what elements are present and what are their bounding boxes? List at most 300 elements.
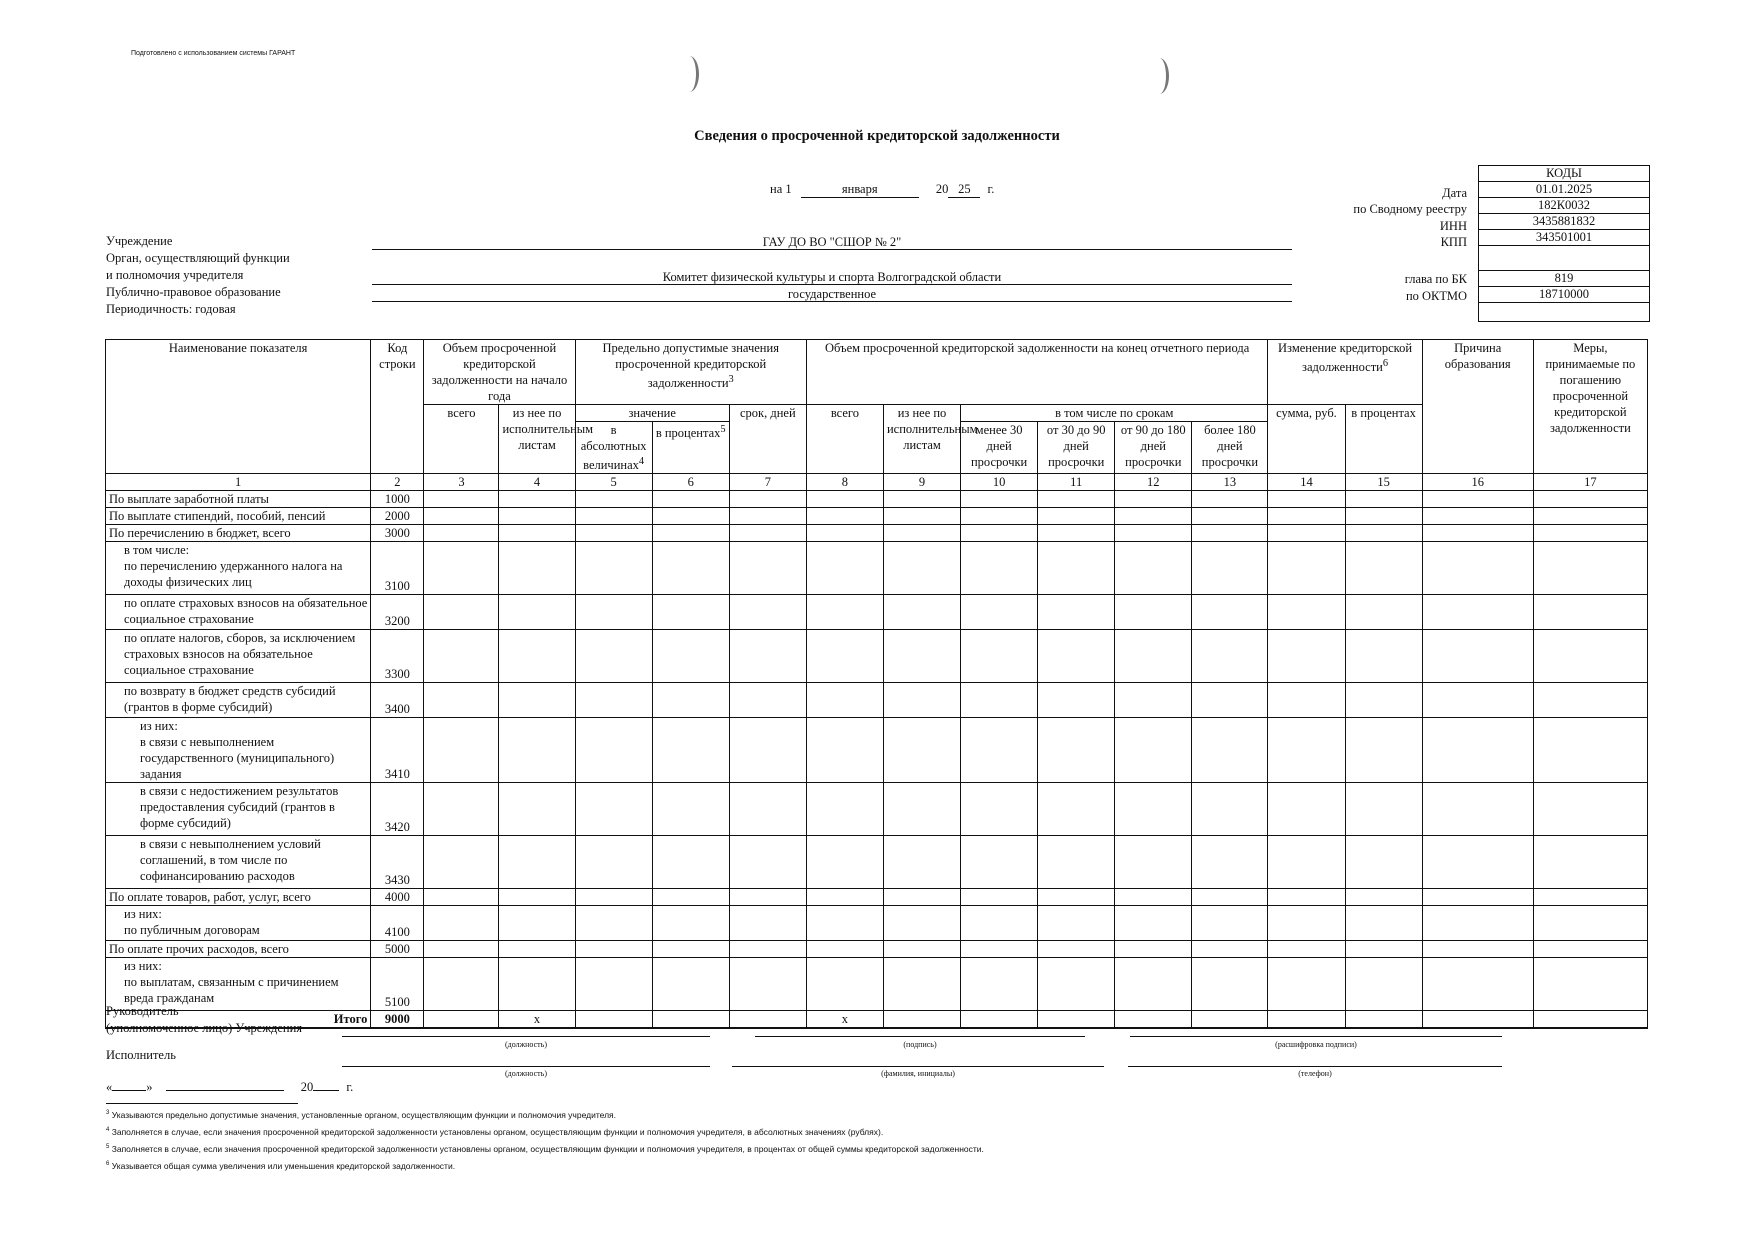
header-end-exec: из нее по исполнительным листам — [883, 405, 960, 474]
data-cell[interactable] — [1192, 958, 1268, 1011]
data-cell[interactable] — [575, 595, 652, 630]
data-cell[interactable] — [883, 630, 960, 683]
data-cell[interactable] — [1345, 783, 1422, 836]
data-cell[interactable] — [424, 836, 499, 889]
data-cell[interactable] — [961, 941, 1038, 958]
data-cell[interactable] — [1533, 836, 1647, 889]
data-cell[interactable] — [729, 525, 806, 542]
row-name: по оплате налогов, сборов, за исключением страховых взносов на обязательное социальное страхование — [106, 630, 371, 683]
data-cell[interactable] — [1422, 836, 1533, 889]
data-cell[interactable] — [1192, 718, 1268, 783]
data-cell[interactable] — [729, 508, 806, 525]
data-cell[interactable] — [1345, 889, 1422, 906]
data-cell[interactable] — [424, 941, 499, 958]
row-code: 3420 — [371, 783, 424, 836]
data-cell[interactable] — [1038, 683, 1115, 718]
data-cell[interactable] — [729, 889, 806, 906]
data-cell[interactable] — [806, 941, 883, 958]
data-cell[interactable] — [1533, 941, 1647, 958]
data-cell[interactable] — [1038, 958, 1115, 1011]
data-cell[interactable] — [499, 491, 575, 508]
data-cell[interactable] — [499, 542, 575, 595]
data-cell[interactable] — [424, 508, 499, 525]
data-cell[interactable] — [1115, 836, 1192, 889]
data-cell[interactable] — [961, 958, 1038, 1011]
data-cell[interactable] — [1345, 941, 1422, 958]
data-cell[interactable] — [1038, 542, 1115, 595]
data-cell[interactable] — [883, 491, 960, 508]
data-cell[interactable] — [575, 836, 652, 889]
data-cell[interactable] — [1115, 718, 1192, 783]
data-cell[interactable] — [1345, 836, 1422, 889]
data-cell[interactable] — [575, 783, 652, 836]
data-cell[interactable] — [499, 783, 575, 836]
data-cell[interactable] — [1038, 889, 1115, 906]
data-cell[interactable] — [1422, 508, 1533, 525]
data-cell[interactable] — [883, 906, 960, 941]
data-cell[interactable] — [1268, 683, 1345, 718]
data-cell[interactable] — [729, 836, 806, 889]
data-cell[interactable] — [1268, 508, 1345, 525]
data-cell[interactable] — [1192, 595, 1268, 630]
data-cell[interactable] — [575, 958, 652, 1011]
data-cell[interactable] — [1115, 783, 1192, 836]
decode-line[interactable] — [1130, 1036, 1502, 1037]
data-cell[interactable] — [961, 718, 1038, 783]
header-end: Объем просроченной кредиторской задолженности на конец отчетного периода — [806, 340, 1268, 405]
data-cell[interactable] — [1422, 630, 1533, 683]
data-cell[interactable] — [652, 718, 729, 783]
data-cell[interactable] — [883, 836, 960, 889]
table-row — [106, 958, 1648, 1011]
data-cell[interactable] — [1533, 958, 1647, 1011]
codes-header: КОДЫ — [1479, 166, 1650, 182]
data-cell[interactable] — [729, 906, 806, 941]
column-number: 4 — [499, 474, 575, 491]
data-cell[interactable] — [424, 958, 499, 1011]
data-cell[interactable] — [652, 525, 729, 542]
data-cell[interactable] — [883, 958, 960, 1011]
institution-label: Учреждение — [106, 234, 173, 248]
header-limits-text: Предельно допустимые значения просроченной кредиторской задолженности — [602, 341, 779, 391]
executor-name-line[interactable] — [732, 1066, 1104, 1067]
row-name: из них: по публичным договорам — [106, 906, 371, 941]
row-code: 3100 — [371, 542, 424, 595]
header-term-3: от 90 до 180 дней просрочки — [1115, 422, 1192, 474]
caption-phone: (телефон) — [1298, 1069, 1332, 1078]
periodicity-label: Периодичность: годовая — [106, 302, 236, 316]
data-cell[interactable] — [1533, 906, 1647, 941]
data-cell[interactable] — [424, 783, 499, 836]
code-kpp: 343501001 — [1479, 230, 1650, 246]
data-cell[interactable] — [806, 783, 883, 836]
data-cell[interactable] — [652, 906, 729, 941]
data-cell[interactable] — [1192, 683, 1268, 718]
sign-year-field[interactable] — [313, 1090, 339, 1091]
executor-position-line[interactable] — [342, 1066, 710, 1067]
row-code: 5000 — [371, 941, 424, 958]
data-cell[interactable] — [1345, 683, 1422, 718]
column-number: 15 — [1345, 474, 1422, 491]
data-cell[interactable] — [1345, 595, 1422, 630]
data-cell[interactable] — [499, 906, 575, 941]
data-cell[interactable] — [652, 542, 729, 595]
data-cell[interactable] — [1422, 595, 1533, 630]
data-cell[interactable] — [729, 683, 806, 718]
data-cell[interactable] — [961, 683, 1038, 718]
header-change-text: Изменение кредиторской задолженности — [1278, 341, 1413, 375]
data-cell[interactable] — [961, 508, 1038, 525]
column-number: 2 — [371, 474, 424, 491]
data-cell[interactable] — [1038, 941, 1115, 958]
code-empty — [1479, 246, 1650, 271]
data-cell[interactable] — [1115, 630, 1192, 683]
data-cell[interactable] — [499, 525, 575, 542]
data-cell[interactable] — [1533, 783, 1647, 836]
data-cell[interactable] — [1268, 889, 1345, 906]
data-cell[interactable] — [1115, 906, 1192, 941]
code-label-oktmo: по ОКТМО — [1405, 289, 1467, 303]
footnote — [106, 1144, 984, 1154]
data-cell[interactable] — [883, 525, 960, 542]
column-number: 9 — [883, 474, 960, 491]
data-cell[interactable] — [729, 542, 806, 595]
data-cell[interactable] — [424, 630, 499, 683]
data-cell[interactable] — [729, 958, 806, 1011]
data-cell[interactable] — [1115, 889, 1192, 906]
data-cell[interactable] — [806, 525, 883, 542]
data-cell[interactable] — [1115, 491, 1192, 508]
data-cell[interactable] — [806, 836, 883, 889]
row-name: в связи с недостижением результатов предоставления субсидий (грантов в форме субсидий) — [106, 783, 371, 836]
table-row — [106, 906, 1648, 941]
row-name: в том числе: по перечислению удержанного налога на доходы физических лиц — [106, 542, 371, 595]
code-label-date: Дата — [1442, 186, 1467, 200]
data-cell[interactable] — [961, 595, 1038, 630]
data-cell[interactable] — [961, 542, 1038, 595]
data-cell[interactable] — [1268, 491, 1345, 508]
data-cell[interactable] — [1345, 491, 1422, 508]
code-label-inn: ИНН — [1439, 219, 1467, 233]
founder-value: Комитет физической культуры и спорта Волгоградской области — [372, 270, 1292, 285]
footnote-text: Указываются предельно допустимые значения, установленные органом, осуществляющим функции и полномочия учредителя. — [111, 1110, 617, 1120]
data-cell[interactable] — [961, 836, 1038, 889]
institution-value: ГАУ ДО ВО "СШОР № 2" — [372, 235, 1292, 250]
data-cell[interactable] — [1533, 683, 1647, 718]
data-cell[interactable] — [575, 941, 652, 958]
data-cell[interactable] — [1115, 508, 1192, 525]
data-cell[interactable] — [424, 542, 499, 595]
data-cell[interactable] — [806, 508, 883, 525]
data-cell[interactable] — [883, 783, 960, 836]
data-cell[interactable] — [1192, 508, 1268, 525]
code-inn: 3435881832 — [1479, 214, 1650, 230]
data-cell[interactable] — [806, 542, 883, 595]
header-begin: Объем просроченной кредиторской задолженности на начало года — [424, 340, 575, 405]
header-measures: Меры, принимаемые по погашению просроченной кредиторской задолженности — [1533, 340, 1647, 474]
data-cell[interactable] — [1345, 1011, 1422, 1029]
data-cell[interactable] — [1422, 906, 1533, 941]
data-cell[interactable] — [1268, 1011, 1345, 1029]
data-cell[interactable] — [652, 630, 729, 683]
data-cell[interactable] — [729, 941, 806, 958]
data-cell[interactable] — [575, 683, 652, 718]
data-cell[interactable] — [424, 491, 499, 508]
data-cell[interactable] — [729, 491, 806, 508]
data-cell[interactable] — [1268, 836, 1345, 889]
data-cell[interactable] — [499, 595, 575, 630]
data-cell[interactable] — [729, 595, 806, 630]
data-cell[interactable] — [652, 941, 729, 958]
data-cell[interactable] — [1192, 906, 1268, 941]
header-end-total: всего — [806, 405, 883, 474]
data-cell[interactable] — [499, 683, 575, 718]
data-cell[interactable] — [961, 491, 1038, 508]
data-cell[interactable] — [652, 1011, 729, 1029]
data-cell[interactable] — [1038, 783, 1115, 836]
data-cell[interactable] — [1533, 630, 1647, 683]
data-cell[interactable] — [1192, 783, 1268, 836]
data-cell[interactable] — [652, 783, 729, 836]
data-cell[interactable] — [652, 836, 729, 889]
data-cell[interactable] — [883, 1011, 960, 1029]
data-cell[interactable] — [424, 595, 499, 630]
data-cell[interactable] — [1192, 630, 1268, 683]
date-quote-open: « — [106, 1080, 113, 1094]
data-cell[interactable] — [1345, 542, 1422, 595]
data-cell[interactable] — [499, 889, 575, 906]
data-cell[interactable] — [1533, 889, 1647, 906]
not-applicable-mark: х — [806, 1011, 883, 1029]
data-cell[interactable] — [1268, 958, 1345, 1011]
data-cell[interactable] — [1038, 508, 1115, 525]
data-cell[interactable] — [424, 718, 499, 783]
footnote-separator — [106, 1103, 298, 1104]
column-number: 8 — [806, 474, 883, 491]
data-cell[interactable] — [1422, 683, 1533, 718]
data-cell[interactable] — [424, 525, 499, 542]
data-cell[interactable] — [652, 508, 729, 525]
row-name: в связи с невыполнением условий соглашений, в том числе по софинансированию расходов — [106, 836, 371, 889]
header-begin-total: всего — [424, 405, 499, 474]
data-cell[interactable] — [1533, 1011, 1647, 1029]
data-cell[interactable] — [1115, 1011, 1192, 1029]
data-cell[interactable] — [575, 542, 652, 595]
data-cell[interactable] — [575, 508, 652, 525]
data-cell[interactable] — [883, 595, 960, 630]
sign-month-field[interactable] — [166, 1090, 284, 1091]
data-cell[interactable] — [883, 718, 960, 783]
total-code: 9000 — [371, 1011, 424, 1029]
data-cell[interactable] — [883, 683, 960, 718]
data-cell[interactable] — [1422, 958, 1533, 1011]
data-cell[interactable] — [806, 889, 883, 906]
data-cell[interactable] — [1422, 718, 1533, 783]
data-cell[interactable] — [499, 958, 575, 1011]
row-code: 3200 — [371, 595, 424, 630]
header-limits-pct-text: в процентах — [655, 426, 721, 441]
data-cell[interactable] — [806, 683, 883, 718]
data-cell[interactable] — [1268, 906, 1345, 941]
data-cell[interactable] — [729, 783, 806, 836]
data-cell[interactable] — [1345, 525, 1422, 542]
row-code: 5100 — [371, 958, 424, 1011]
data-cell[interactable] — [1533, 525, 1647, 542]
caption-decode: (расшифровка подписи) — [1275, 1040, 1357, 1049]
data-cell[interactable] — [1345, 718, 1422, 783]
data-cell[interactable] — [652, 595, 729, 630]
data-cell[interactable] — [729, 1011, 806, 1029]
data-cell[interactable] — [1533, 542, 1647, 595]
data-cell[interactable] — [883, 889, 960, 906]
table-row — [106, 836, 1648, 889]
data-cell[interactable] — [1533, 718, 1647, 783]
column-number: 12 — [1115, 474, 1192, 491]
data-cell[interactable] — [961, 1011, 1038, 1029]
data-cell[interactable] — [424, 889, 499, 906]
data-cell[interactable] — [1038, 1011, 1115, 1029]
data-cell[interactable] — [652, 958, 729, 1011]
data-cell[interactable] — [1345, 630, 1422, 683]
row-name: По оплате прочих расходов, всего — [106, 941, 371, 958]
public-entity-value: государственное — [372, 287, 1292, 302]
data-cell[interactable] — [575, 525, 652, 542]
data-cell[interactable] — [1038, 718, 1115, 783]
data-cell[interactable] — [1192, 889, 1268, 906]
signature-line[interactable] — [755, 1036, 1085, 1037]
data-cell[interactable] — [1422, 941, 1533, 958]
data-cell[interactable] — [1115, 595, 1192, 630]
row-code: 3000 — [371, 525, 424, 542]
row-code: 3400 — [371, 683, 424, 718]
row-name: По выплате заработной платы — [106, 491, 371, 508]
data-cell[interactable] — [806, 906, 883, 941]
sign-day-field[interactable] — [112, 1090, 146, 1091]
head-label: Руководитель — [106, 1004, 179, 1018]
data-cell[interactable] — [499, 508, 575, 525]
data-cell[interactable] — [652, 683, 729, 718]
data-cell[interactable] — [1038, 836, 1115, 889]
data-cell[interactable] — [424, 683, 499, 718]
data-cell[interactable] — [1268, 525, 1345, 542]
data-cell[interactable] — [883, 941, 960, 958]
data-cell[interactable] — [806, 718, 883, 783]
caption-position: (должность) — [505, 1069, 547, 1078]
position-line[interactable] — [342, 1036, 710, 1037]
data-cell[interactable] — [1115, 525, 1192, 542]
data-cell[interactable] — [1038, 491, 1115, 508]
data-cell[interactable] — [1192, 836, 1268, 889]
data-cell[interactable] — [424, 1011, 499, 1029]
data-cell[interactable] — [961, 783, 1038, 836]
data-cell[interactable] — [499, 718, 575, 783]
data-cell[interactable] — [1268, 783, 1345, 836]
data-cell[interactable] — [1192, 1011, 1268, 1029]
data-cell[interactable] — [1115, 683, 1192, 718]
executor-phone-line[interactable] — [1128, 1066, 1502, 1067]
data-cell[interactable] — [1192, 491, 1268, 508]
footnote — [106, 1127, 883, 1137]
data-cell[interactable] — [806, 630, 883, 683]
data-cell[interactable] — [806, 958, 883, 1011]
data-cell[interactable] — [1345, 906, 1422, 941]
data-cell[interactable] — [575, 906, 652, 941]
data-cell[interactable] — [575, 1011, 652, 1029]
data-cell[interactable] — [1192, 542, 1268, 595]
data-cell[interactable] — [1422, 491, 1533, 508]
data-cell[interactable] — [575, 889, 652, 906]
code-empty — [1479, 303, 1650, 322]
data-cell[interactable] — [1115, 941, 1192, 958]
data-cell[interactable] — [883, 508, 960, 525]
data-cell[interactable] — [499, 941, 575, 958]
data-cell[interactable] — [961, 525, 1038, 542]
data-cell[interactable] — [1038, 525, 1115, 542]
data-cell[interactable] — [961, 906, 1038, 941]
data-cell[interactable] — [652, 889, 729, 906]
footnote-number: 5 — [106, 1144, 110, 1151]
data-cell[interactable] — [1268, 718, 1345, 783]
punch-hole-mark — [680, 56, 699, 92]
footnote-ref: 4 — [638, 456, 645, 467]
data-cell[interactable] — [1115, 542, 1192, 595]
data-cell[interactable] — [575, 630, 652, 683]
data-cell[interactable] — [1422, 525, 1533, 542]
data-cell[interactable] — [1422, 889, 1533, 906]
data-cell[interactable] — [1533, 491, 1647, 508]
data-cell[interactable] — [1345, 958, 1422, 1011]
data-cell[interactable] — [499, 630, 575, 683]
data-cell[interactable] — [1533, 508, 1647, 525]
header-limits-pct — [652, 422, 729, 474]
table-row — [106, 508, 1648, 525]
data-cell[interactable] — [575, 491, 652, 508]
data-cell[interactable] — [1192, 525, 1268, 542]
data-cell[interactable] — [424, 906, 499, 941]
data-cell[interactable] — [729, 630, 806, 683]
data-cell[interactable] — [1268, 630, 1345, 683]
data-cell[interactable] — [883, 542, 960, 595]
data-cell[interactable] — [1192, 941, 1268, 958]
data-cell[interactable] — [961, 889, 1038, 906]
data-cell[interactable] — [806, 491, 883, 508]
data-cell[interactable] — [1422, 783, 1533, 836]
row-name: из них: в связи с невыполнением государственного (муниципального) задания — [106, 718, 371, 783]
data-cell[interactable] — [961, 630, 1038, 683]
data-cell[interactable] — [499, 836, 575, 889]
data-cell[interactable] — [1268, 595, 1345, 630]
code-bk: 819 — [1479, 271, 1650, 287]
data-cell[interactable] — [652, 491, 729, 508]
column-number: 6 — [652, 474, 729, 491]
column-numbers-row — [106, 474, 1648, 491]
data-cell[interactable] — [1533, 595, 1647, 630]
data-cell[interactable] — [1038, 595, 1115, 630]
data-cell[interactable] — [806, 595, 883, 630]
data-cell[interactable] — [1422, 542, 1533, 595]
data-cell[interactable] — [1422, 1011, 1533, 1029]
data-cell[interactable] — [1115, 958, 1192, 1011]
data-cell[interactable] — [575, 718, 652, 783]
data-cell[interactable] — [1268, 542, 1345, 595]
data-cell[interactable] — [1268, 941, 1345, 958]
data-cell[interactable] — [1038, 630, 1115, 683]
data-cell[interactable] — [1345, 508, 1422, 525]
data-cell[interactable] — [729, 718, 806, 783]
head-label: (уполномоченное лицо) Учреждения — [106, 1021, 303, 1035]
column-number: 3 — [424, 474, 499, 491]
data-cell[interactable] — [1038, 906, 1115, 941]
